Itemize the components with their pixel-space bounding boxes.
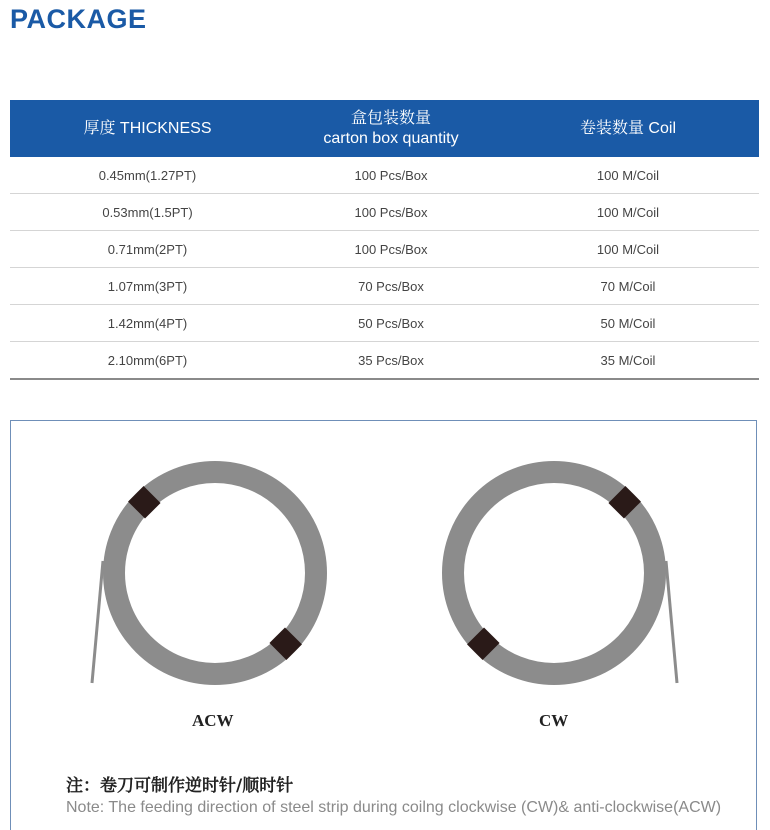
coil-cell: 100 M/Coil [596, 204, 660, 220]
package-table [10, 100, 759, 380]
table-row [10, 157, 759, 194]
header-carton-label-en: carton box quantity [323, 129, 459, 147]
cw-strip-tail [666, 561, 677, 683]
coil-cell: 70 M/Coil [600, 278, 656, 294]
table-row [10, 305, 759, 342]
acw-strip-tail [92, 561, 103, 683]
header-carton [285, 100, 497, 157]
coil-cell: 35 M/Coil [600, 352, 656, 368]
page-title: PACKAGE [10, 4, 147, 34]
thickness-cell: 0.53mm(1.5PT) [102, 204, 193, 220]
cw-coil [453, 472, 677, 683]
carton-cell: 100 Pcs/Box [354, 204, 428, 220]
acw-coil [92, 472, 316, 683]
header-coil [497, 100, 759, 157]
table-body [10, 157, 759, 380]
header-thickness [10, 100, 285, 157]
table-row [10, 231, 759, 268]
header-carton-label-cn: 盒包装数量 [350, 109, 431, 127]
carton-cell: 100 Pcs/Box [354, 241, 428, 257]
cw-label: CW [539, 711, 569, 730]
header-thickness-label: 厚度 THICKNESS [83, 119, 212, 137]
thickness-cell: 0.71mm(2PT) [107, 241, 188, 257]
thickness-cell: 1.07mm(3PT) [107, 278, 188, 294]
thickness-cell: 0.45mm(1.27PT) [98, 167, 197, 183]
thickness-cell: 2.10mm(6PT) [107, 352, 188, 368]
coil-cell: 50 M/Coil [600, 315, 656, 331]
thickness-cell: 1.42mm(4PT) [107, 315, 188, 331]
note-chinese: 注：卷刀可制作逆时针/顺时针 [66, 776, 294, 796]
carton-cell: 100 Pcs/Box [354, 167, 428, 183]
table-header [10, 100, 759, 157]
header-coil-label: 卷装数量 Coil [579, 119, 676, 137]
note-english: Note: The feeding direction of steel strip during coilng clockwise (CW)& anti-clockwise(ACW) [66, 799, 722, 816]
acw-label: ACW [192, 711, 234, 730]
carton-cell: 50 Pcs/Box [358, 315, 424, 331]
table-row [10, 268, 759, 305]
table-row [10, 342, 759, 380]
coil-direction-panel [10, 420, 757, 830]
coil-cell: 100 M/Coil [596, 241, 660, 257]
coil-cell: 100 M/Coil [596, 167, 660, 183]
carton-cell: 70 Pcs/Box [358, 278, 424, 294]
table-row [10, 194, 759, 231]
carton-cell: 35 Pcs/Box [358, 352, 424, 368]
coil-diagram [11, 421, 758, 761]
